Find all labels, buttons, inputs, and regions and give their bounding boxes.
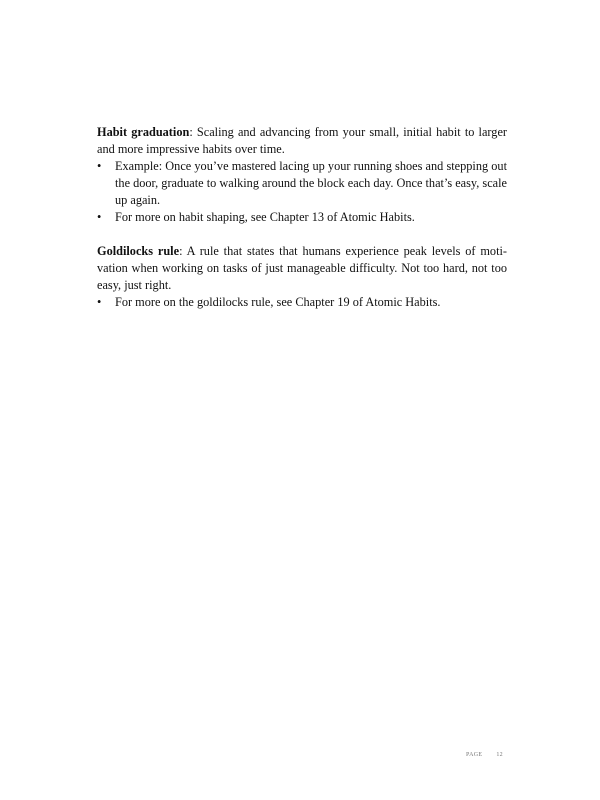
glossary-definition: A rule that states that humans experience peak levels of moti-vation when working on tasks of just manageable difficulty. Not too hard, not too easy, just right. [97,244,507,292]
glossary-term: Goldilocks rule [97,244,180,258]
bullet-list [97,294,507,311]
bullet-marker: • [97,159,102,173]
glossary-entry-habit-graduation [97,124,507,226]
definition-paragraph [97,124,507,158]
bullet-marker: • [97,295,102,309]
page-number: 12 [496,752,503,758]
bullet-text: For more on the goldilocks rule, see Chapter 19 of Atomic Habits. [115,295,441,309]
footer-page-label: PAGE [466,752,483,758]
bullet-text: Example: Once you’ve mastered lacing up your running shoes and stepping out the door, graduate to walking around the block each day. Once that’s easy, scale up again. [115,159,507,207]
page-footer [466,752,503,758]
bullet-text: For more on habit shaping, see Chapter 13 of Atomic Habits. [115,210,415,224]
glossary-definition: Scaling and advancing from your small, initial habit to larger and more impressive habits over time. [97,125,508,156]
bullet-item [97,294,507,311]
term-separator: : [189,125,197,139]
term-separator: : [179,244,187,258]
page-content [97,124,507,311]
bullet-item [97,158,507,209]
glossary-term: Habit graduation [97,125,190,139]
glossary-entry-goldilocks-rule [97,243,507,311]
definition-paragraph [97,243,507,294]
bullet-marker: • [97,210,102,224]
bullet-item [97,209,507,226]
bullet-list [97,158,507,226]
